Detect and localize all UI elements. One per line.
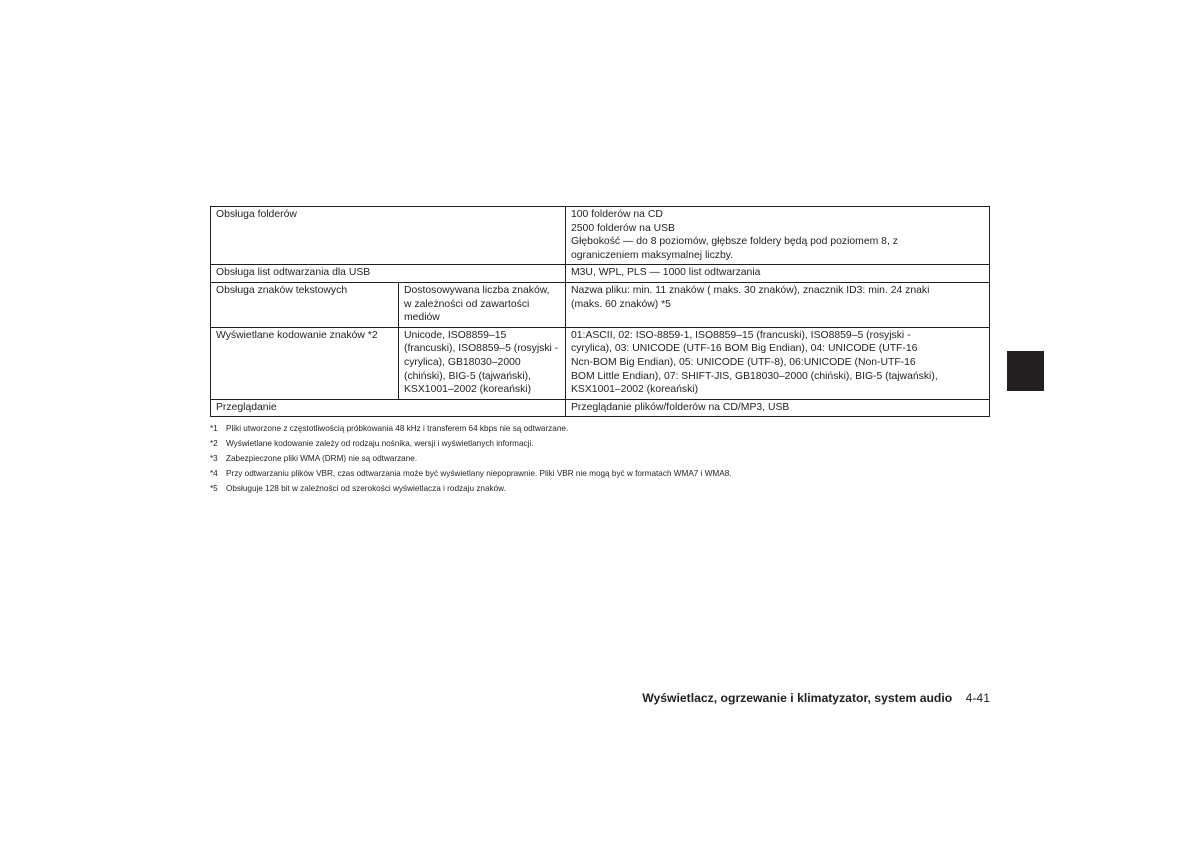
spec-table: [210, 206, 990, 417]
footnote-mark: *1: [210, 424, 218, 433]
page-number: 4-41: [965, 691, 990, 705]
row-value: [566, 207, 990, 265]
value-line: BOM Little Endian), 07: SHIFT-JIS, GB18030–2000 (chiński), BIG-5 (tajwański),: [571, 370, 938, 382]
footnote: [210, 436, 990, 451]
row-value: [566, 265, 990, 283]
table-row: [211, 265, 990, 283]
sub-line: cyrylica), GB18030–2000: [404, 356, 521, 368]
value-line: Ncn-BOM Big Endian), 05: UNICODE (UTF-8), 06:UNICODE (Non-UTF-16: [571, 356, 916, 368]
footnote: [210, 481, 990, 496]
footnote-text: Pliki utworzone z częstotliwością próbkowania 48 kHz i transferem 64 kbps nie są odtwarzane.: [226, 424, 569, 433]
row-sub-value: [399, 327, 566, 399]
footnote-mark: *5: [210, 484, 218, 493]
table-row: [211, 282, 990, 327]
value-line: 01:ASCII, 02: ISO-8859-1, ISO8859–15 (francuski), ISO8859–5 (rosyjski -: [571, 329, 911, 341]
table-row: [211, 207, 990, 265]
value-line: cyrylica), 03: UNICODE (UTF-16 BOM Big Endian), 04: UNICODE (UTF-16: [571, 343, 918, 355]
footnote-text: Przy odtwarzaniu plików VBR, czas odtwarzania może być wyświetlany niepoprawnie. Pliki VBR nie mogą być w formatach WMA7 i WMA8.: [226, 469, 732, 478]
row-label: Obsługa znaków tekstowych: [211, 282, 399, 327]
row-value: [566, 327, 990, 399]
footnote: [210, 421, 990, 436]
footnote: [210, 466, 990, 481]
value-line: Głębokość — do 8 poziomów, głębsze foldery będą pod poziomem 8, z: [571, 236, 898, 248]
row-value: [566, 399, 990, 417]
footnote-text: Obsługuje 128 bit w zależności od szerokości wyświetlacza i rodzaju znaków.: [226, 484, 506, 493]
value-line: KSX1001–2002 (koreański): [571, 384, 699, 396]
sub-line: KSX1001–2002 (koreański): [404, 384, 532, 396]
row-label: Obsługa folderów: [211, 207, 566, 265]
value-line: 2500 folderów na USB: [571, 222, 675, 234]
value-line: ograniczeniem maksymalnej liczby.: [571, 249, 734, 261]
row-label: Wyświetlane kodowanie znaków *2: [211, 327, 399, 399]
value-line: (maks. 60 znaków) *5: [571, 298, 671, 310]
sub-line: Unicode, ISO8859–15: [404, 329, 507, 341]
row-label: Przeglądanie: [211, 399, 566, 417]
table-row: [211, 399, 990, 417]
table-row: [211, 327, 990, 399]
footnotes: [210, 421, 990, 496]
footnote-text: Wyświetlane kodowanie zależy od rodzaju nośnika, wersji i wyświetlanych informacji.: [226, 439, 534, 448]
value-line: 100 folderów na CD: [571, 209, 663, 220]
sub-line: Dostosowywana liczba znaków,: [404, 284, 550, 296]
footnote: [210, 451, 990, 466]
footnote-mark: *3: [210, 454, 218, 463]
row-label: Obsługa list odtwarzania dla USB: [211, 265, 566, 283]
value-line: M3U, WPL, PLS — 1000 list odtwarzania: [571, 267, 761, 279]
footnote-mark: *2: [210, 439, 218, 448]
sub-line: (francuski), ISO8859–5 (rosyjski -: [404, 343, 559, 355]
value-line: Nazwa pliku: min. 11 znaków ( maks. 30 znaków), znacznik ID3: min. 24 znaki: [571, 284, 930, 296]
sub-line: w zależności od zawartości: [404, 298, 530, 310]
footnote-mark: *4: [210, 469, 218, 478]
value-line: Przeglądanie plików/folderów na CD/MP3, USB: [571, 401, 790, 413]
sub-line: mediów: [404, 312, 440, 324]
row-sub-value: [399, 282, 566, 327]
page-footer: [642, 691, 990, 705]
section-title: Wyświetlacz, ogrzewanie i klimatyzator, system audio: [642, 691, 953, 705]
section-thumb-tab: [1007, 351, 1044, 391]
footnote-text: Zabezpieczone pliki WMA (DRM) nie są odtwarzane.: [226, 454, 418, 463]
sub-line: (chiński), BIG-5 (tajwański),: [404, 370, 532, 382]
row-value: [566, 282, 990, 327]
